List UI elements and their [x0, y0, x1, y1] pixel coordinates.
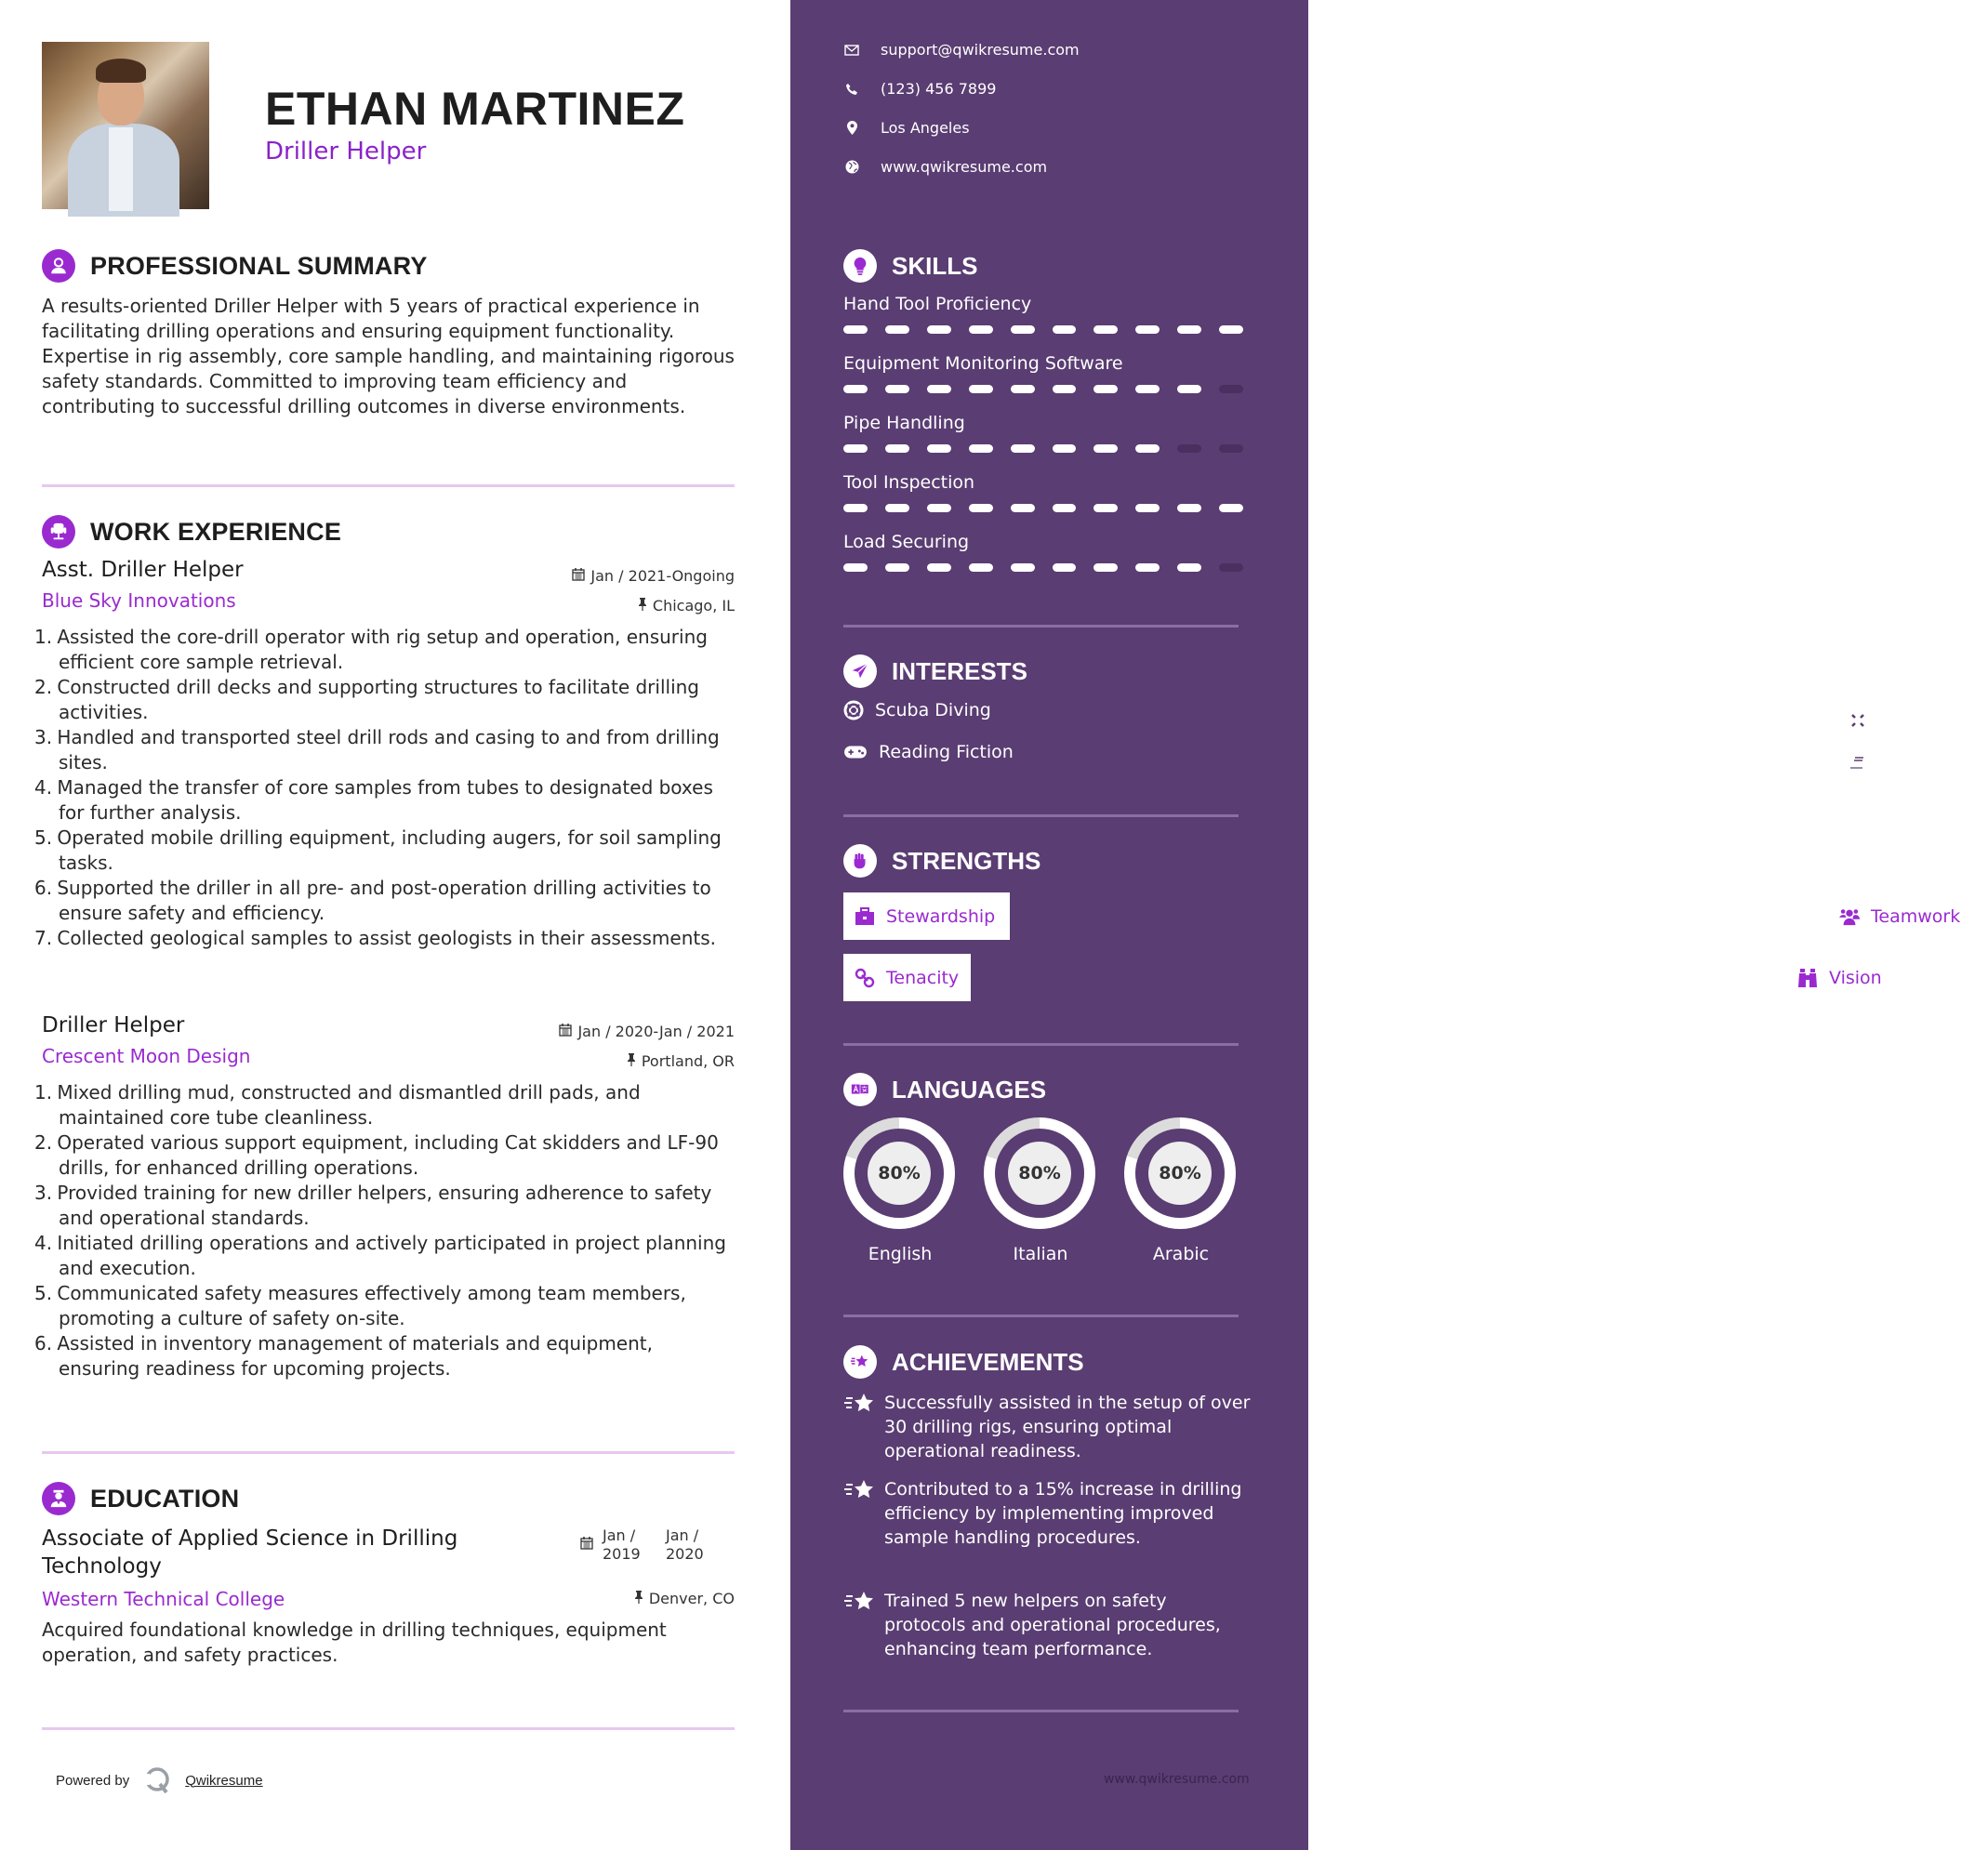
section-divider — [843, 1043, 1239, 1046]
summary-title: PROFESSIONAL SUMMARY — [90, 251, 428, 280]
life-ring-icon — [1848, 710, 1868, 731]
main-column — [0, 0, 790, 1850]
interest-label: Puzzle Solving — [1879, 742, 1944, 783]
skill-item — [843, 413, 1243, 453]
language-item — [1124, 1117, 1238, 1264]
job-bullet: 3. Handled and transported steel drill rods and casing to and from drilling sites. — [34, 726, 720, 773]
job-bullet: 3. Provided training for new driller helpers, ensuring adherence to safety and operational standards. — [34, 1182, 712, 1229]
user-icon — [42, 249, 75, 283]
interest-label: E-sports — [1879, 700, 1934, 741]
skill-name: Tool Inspection — [843, 472, 975, 493]
job-bullet: 1. Assisted the core-drill operator with rig setup and operation, ensuring efficient core sample retrieval. — [34, 626, 708, 673]
job-title: Asst. Driller Helper — [42, 558, 244, 582]
summary-heading — [42, 249, 428, 283]
calendar-icon — [559, 1023, 572, 1040]
job-bullet: 7. Collected geological samples to assist geologists in their assessments. — [34, 927, 717, 949]
job-bullet: 2. Constructed drill decks and supporting structures to facilitate drilling activities. — [34, 676, 700, 723]
binoculars-icon — [1797, 968, 1818, 988]
achievements-title: ACHIEVEMENTS — [892, 1347, 1084, 1376]
users-icon — [1839, 906, 1860, 927]
language-percent: 80% — [1008, 1142, 1071, 1205]
strength-badge — [1786, 954, 1901, 1001]
strength-badge — [843, 892, 1010, 940]
job-company: Crescent Moon Design — [42, 1045, 251, 1067]
language-name: Arabic — [1152, 1244, 1210, 1264]
book-icon — [1848, 752, 1868, 773]
language-percent: 80% — [1148, 1142, 1212, 1205]
strengths-title: STRENGTHS — [892, 846, 1041, 875]
job-dates — [559, 1023, 735, 1040]
phone-icon — [843, 83, 860, 96]
pushpin-icon — [627, 1052, 636, 1070]
skill-level-bar — [843, 325, 1243, 334]
globe-icon — [843, 160, 860, 174]
contact-location — [843, 119, 970, 137]
photo-shirt-shape — [109, 127, 133, 211]
contact-phone — [843, 80, 996, 98]
skill-name: Load Securing — [843, 532, 970, 552]
skill-item — [843, 472, 1243, 512]
job-bullet: 6. Supported the driller in all pre- and post-operation drilling activities to ensure safety and efficiency. — [34, 877, 711, 924]
degree-title: Associate of Applied Science in Drilling Technology — [42, 1526, 458, 1579]
phone-text: (123) 456 7899 — [881, 80, 997, 98]
education-title: EDUCATION — [90, 1484, 240, 1513]
powered-by — [56, 1766, 263, 1794]
language-item — [984, 1117, 1097, 1264]
achievement-text: Successfully assisted in the setup of over 30 drilling rigs, ensuring optimal operational readiness. — [884, 1393, 1251, 1461]
skill-name: Pipe Handling — [843, 413, 965, 433]
education-dates — [580, 1526, 707, 1564]
pushpin-icon — [638, 597, 647, 614]
interest-label: Scuba Diving — [875, 700, 991, 720]
translate-icon — [843, 1073, 877, 1106]
graduate-icon — [42, 1482, 75, 1515]
calendar-icon — [572, 567, 585, 585]
shooting-star-icon — [843, 1478, 875, 1502]
achievement-item — [843, 1391, 1252, 1463]
strength-label: Tenacity — [886, 967, 960, 988]
job-bullet: 4. Managed the transfer of core samples from tubes to designated boxes for further analysis. — [34, 776, 713, 824]
shooting-star-icon — [843, 1392, 875, 1416]
education-start: Jan / 2019 — [603, 1526, 641, 1563]
school-name: Western Technical College — [42, 1588, 285, 1610]
job-entry — [34, 1013, 735, 1381]
fist-icon — [843, 844, 877, 878]
language-progress-ring — [1124, 1117, 1236, 1229]
interests-heading — [843, 654, 1027, 688]
education-entry — [42, 1525, 735, 1668]
life-ring-icon — [843, 700, 864, 720]
strength-label: Teamwork — [1871, 905, 1961, 927]
summary-text: A results-oriented Driller Helper with 5 years of practical experience in facilitating drilling operations and ensuring equipment functionality. Expertise in rig assembly, core sample handling, and maintaining rigorous safety standards. Committed to improving team efficiency and contributing to successful drilling outcomes in diverse environments. — [42, 295, 735, 417]
achievement-item — [843, 1477, 1252, 1550]
gamepad-icon — [843, 744, 868, 760]
strength-badge — [843, 954, 971, 1001]
job-bullet: 1. Mixed drilling mud, constructed and dismantled drill pads, and maintained core tube cleanliness. — [34, 1081, 641, 1129]
job-bullets — [34, 625, 735, 951]
job-bullet: 2. Operated various support equipment, including Cat skidders and LF-90 drills, for enhanced drilling operations. — [34, 1131, 719, 1179]
job-bullet: 6. Assisted in inventory management of materials and equipment, ensuring readiness for upcoming projects. — [34, 1332, 653, 1380]
education-end: Jan / 2020 — [666, 1526, 704, 1563]
language-progress-ring — [843, 1117, 955, 1229]
achievement-text: Trained 5 new helpers on safety protocols and operational procedures, enhancing team performance. — [884, 1591, 1221, 1659]
section-divider — [843, 814, 1239, 817]
contact-website — [843, 158, 1047, 176]
language-name: English — [868, 1244, 933, 1264]
language-percent: 80% — [868, 1142, 931, 1205]
website-text[interactable]: www.qwikresume.com — [881, 158, 1048, 176]
interest-item — [843, 700, 991, 720]
section-divider — [843, 625, 1239, 628]
language-item — [843, 1117, 957, 1264]
shooting-star-icon — [843, 1590, 875, 1614]
skill-item — [843, 353, 1243, 393]
job-location-text: Portland, OR — [641, 1052, 735, 1070]
job-dates-text: Jan / 2020-Jan / 2021 — [577, 1023, 735, 1040]
skills-title: SKILLS — [892, 251, 978, 280]
map-pin-icon — [843, 121, 860, 135]
language-progress-ring — [984, 1117, 1095, 1229]
strengths-heading — [843, 844, 1040, 878]
footer-website[interactable]: www.qwikresume.com — [1104, 1772, 1250, 1787]
skill-item — [843, 294, 1243, 334]
job-company: Blue Sky Innovations — [42, 589, 236, 612]
achievement-item — [843, 1589, 1252, 1661]
job-bullet: 5. Operated mobile drilling equipment, including augers, for soil sampling tasks. — [34, 826, 722, 874]
section-divider — [843, 1710, 1239, 1712]
pushpin-icon — [634, 1590, 643, 1607]
sidebar — [790, 0, 1961, 1850]
job-bullets — [34, 1080, 735, 1381]
candidate-role: Driller Helper — [265, 138, 427, 165]
languages-heading — [843, 1073, 1046, 1106]
strength-badge — [1828, 892, 1988, 940]
job-location — [627, 1052, 735, 1070]
education-location-text: Denver, CO — [648, 1590, 735, 1607]
achievement-text: Contributed to a 15% increase in drilling efficiency by implementing improved sample handling procedures. — [884, 1479, 1242, 1548]
job-bullet: 4. Initiated drilling operations and actively participated in project planning and execution. — [34, 1232, 726, 1279]
interest-item — [1848, 742, 1944, 783]
email-text[interactable]: support@qwikresume.com — [881, 41, 1080, 59]
photo-hair-shape — [96, 59, 146, 83]
candidate-name: ETHAN MARTINEZ — [265, 83, 685, 135]
job-dates — [572, 567, 735, 585]
paper-plane-icon — [843, 654, 877, 688]
section-divider — [843, 1315, 1239, 1317]
skills-heading — [843, 249, 977, 283]
experience-title: WORK EXPERIENCE — [90, 517, 342, 546]
job-entry — [34, 558, 735, 951]
skill-item — [843, 532, 1243, 572]
shooting-star-icon — [843, 1345, 877, 1379]
location-text: Los Angeles — [881, 119, 970, 137]
strength-label: Stewardship — [886, 905, 996, 927]
job-location-text: Chicago, IL — [652, 597, 735, 614]
section-divider — [42, 1451, 735, 1454]
education-location — [634, 1590, 735, 1607]
qwikresume-link[interactable]: Qwikresume — [185, 1772, 263, 1789]
briefcase-icon — [855, 906, 875, 927]
calendar-icon — [580, 1536, 593, 1553]
lightbulb-icon — [843, 249, 877, 283]
chain-link-icon — [855, 968, 875, 988]
skill-level-bar — [843, 504, 1243, 512]
job-title: Driller Helper — [42, 1013, 185, 1037]
interest-label: Reading Fiction — [879, 742, 1014, 762]
education-description: Acquired foundational knowledge in drilling techniques, equipment operation, and safety practices. — [42, 1619, 667, 1666]
qwikresume-logo-icon — [144, 1766, 172, 1794]
strength-label: Vision — [1829, 967, 1882, 988]
job-dates-text: Jan / 2021-Ongoing — [590, 567, 735, 585]
powered-by-label: Powered by — [56, 1772, 130, 1789]
profile-photo — [42, 42, 209, 209]
section-divider — [42, 1727, 735, 1730]
interest-item — [1848, 700, 1934, 741]
skill-name: Hand Tool Proficiency — [843, 294, 1032, 314]
envelope-icon — [843, 45, 860, 56]
skill-level-bar — [843, 444, 1243, 453]
languages-title: LANGUAGES — [892, 1075, 1047, 1103]
job-location — [638, 597, 735, 614]
education-heading — [42, 1482, 239, 1515]
office-chair-icon — [42, 515, 75, 548]
interests-title: INTERESTS — [892, 656, 1027, 685]
job-bullet: 5. Communicated safety measures effectively among team members, promoting a culture of safety on-site. — [34, 1282, 686, 1329]
skill-level-bar — [843, 563, 1243, 572]
achievements-heading — [843, 1345, 1084, 1379]
contact-email — [843, 41, 1080, 59]
skill-name: Equipment Monitoring Software — [843, 353, 1123, 374]
section-divider — [42, 484, 735, 487]
language-name: Italian — [1013, 1244, 1068, 1264]
skill-level-bar — [843, 385, 1243, 393]
interest-item — [843, 742, 1014, 762]
experience-heading — [42, 515, 341, 548]
